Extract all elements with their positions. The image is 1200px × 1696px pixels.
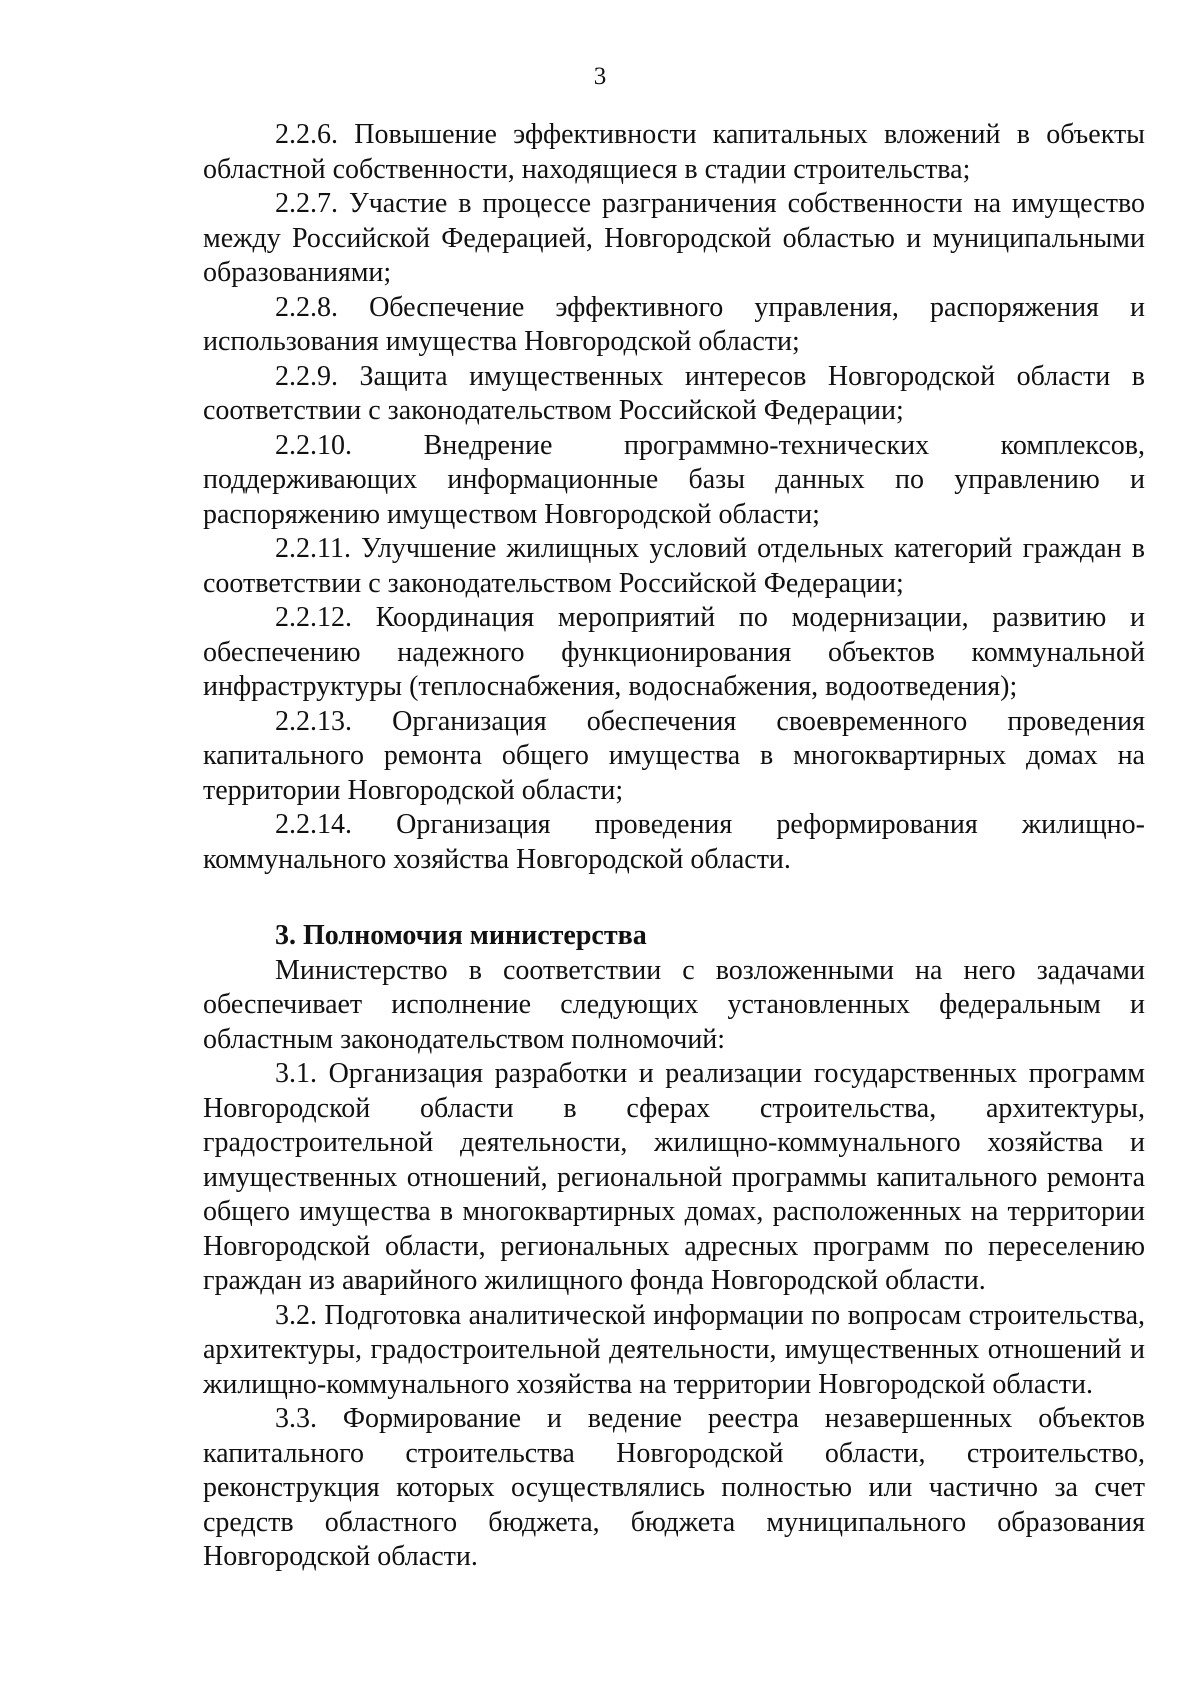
- paragraph-2-2-11: 2.2.11. Улучшение жилищных условий отдельных категорий граждан в соответствии с законодательством Российской Федерации;: [203, 533, 1145, 599]
- paragraph-2-2-10: 2.2.10. Внедрение программно-технических комплексов, поддерживающих информационные базы данных по управлению и распоряжению имуществом Новгородской области;: [203, 429, 1145, 530]
- paragraph-2-2-12: 2.2.12. Координация мероприятий по модернизации, развитию и обеспечению надежного функционирования объектов коммунальной инфраструктуры (теплоснабжения, водоснабжения, водоотведения);: [203, 602, 1145, 702]
- section-spacer: [203, 877, 1145, 919]
- paragraph-2-2-14: 2.2.14. Организация проведения реформирования жилищно-коммунального хозяйства Новгородской области.: [203, 809, 1145, 875]
- paragraph-3-1: 3.1. Организация разработки и реализации государственных программ Новгородской области в сферах строительства, архитектуры, градостроительной деятельности, жилищно-коммунального хозяйства и имущественных отношений, региональной программы капитального ремонта общего имущества в многоквартирных домах, расположенных на территории Новгородской области, региональных адресных программ по переселению граждан из аварийного жилищного фонда Новгородской области.: [203, 1058, 1145, 1296]
- document-body: [203, 118, 1145, 1575]
- paragraph-section-intro: Министерство в соответствии с возложенными на него задачами обеспечивает исполнение следующих установленных федеральным и областным законодательством полномочий:: [203, 954, 1145, 1055]
- paragraph-2-2-13: 2.2.13. Организация обеспечения своевременного проведения капитального ремонта общего имущества в многоквартирных домах на территории Новгородской области;: [203, 705, 1145, 806]
- paragraph-2-2-6: 2.2.6. Повышение эффективности капитальных вложений в объекты областной собственности, находящиеся в стадии строительства;: [203, 119, 1145, 185]
- paragraph-2-2-8: 2.2.8. Обеспечение эффективного управления, распоряжения и использования имущества Новгородской области;: [203, 291, 1145, 357]
- paragraph-3-3: 3.3. Формирование и ведение реестра незавершенных объектов капитального строительства Новгородской области, строительство, реконструкция которых осуществлялись полностью или частично за счет средств областного бюджета, бюджета муниципального образования Новгородской области.: [203, 1403, 1145, 1572]
- paragraph-2-2-7: 2.2.7. Участие в процессе разграничения собственности на имущество между Российской Федерацией, Новгородской областью и муниципальными образованиями;: [203, 188, 1145, 288]
- section-heading: 3. Полномочия министерства: [275, 920, 647, 951]
- paragraph-3-2: 3.2. Подготовка аналитической информации по вопросам строительства, архитектуры, градостроительной деятельности, имущественных отношений и жилищно-коммунального хозяйства на территории Новгородской области.: [203, 1299, 1145, 1400]
- page-number: 3: [593, 63, 607, 90]
- paragraph-2-2-9: 2.2.9. Защита имущественных интересов Новгородской области в соответствии с законодательством Российской Федерации;: [203, 360, 1145, 426]
